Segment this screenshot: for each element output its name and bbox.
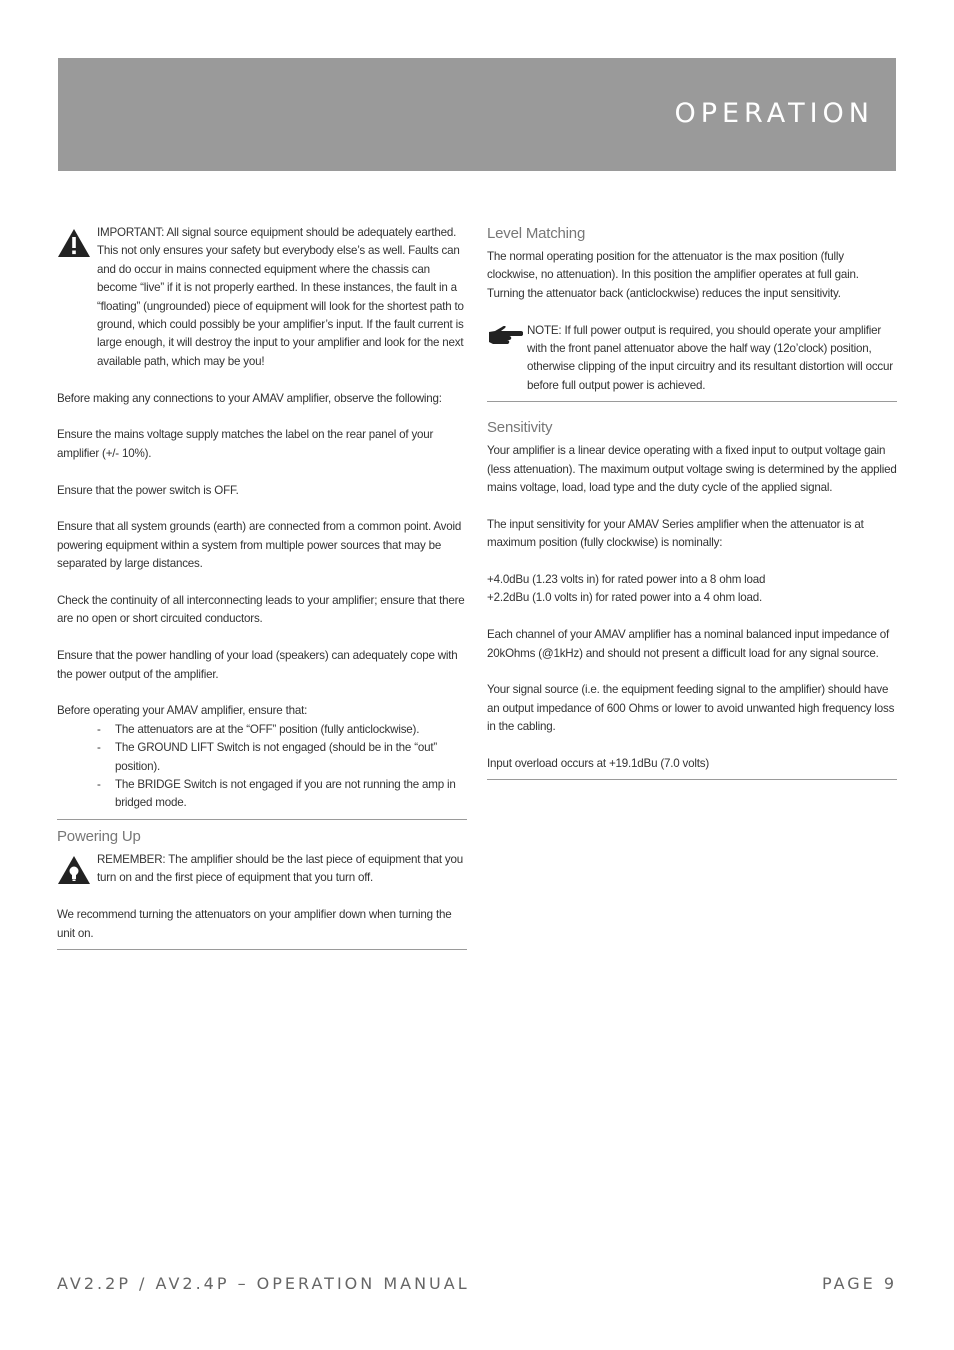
spec-line: +2.2dBu (1.0 volts in) for rated power into a 4 ohm load. <box>487 591 763 605</box>
list-item: - The attenuators are at the “OFF” position (fully anticlockwise). <box>97 721 467 739</box>
paragraph: Ensure that the power handling of your load (speakers) can adequately cope with the power output of the amplifier. <box>57 649 458 681</box>
before-operating: Before operating your AMAV amplifier, ensure that: <box>57 704 308 718</box>
divider <box>57 949 467 950</box>
pointing-hand-icon <box>487 326 523 352</box>
important-text: IMPORTANT: All signal source equipment should be adequately earthed. This not only ensures your safety but everybody else’s as well. Faults can and do occur in mains connected equipment where the chassis can become “live” if it is not properly earthed. In these instances, the fault in a “floating” (ungrounded) piece of equipment will look for the shortest path to ground, which could possibly be your amplifier’s input. If the fault current is large enough, it will destroy the input to your amplifier and look for the next available path, which may be you! <box>97 226 464 368</box>
remember-notice <box>57 851 467 888</box>
section-heading-sensitivity: Sensitivity <box>487 419 553 437</box>
footer-manual-title: AV2.2P / AV2.4P – OPERATION MANUAL <box>57 1274 470 1293</box>
paragraph: Check the continuity of all interconnecting leads to your amplifier; ensure that there are no open or short circuited conductors. <box>57 594 465 626</box>
list-item: - The GROUND LIFT Switch is not engaged (should be in the “out” position). <box>97 739 467 776</box>
divider <box>487 401 897 402</box>
footer-page-number: PAGE 9 <box>821 1274 897 1293</box>
paragraph: Ensure the mains voltage supply matches the label on the rear panel of your amplifier (+/- 10%). <box>57 428 434 460</box>
note-notice <box>487 322 897 396</box>
section-heading-level-matching: Level Matching <box>487 225 586 242</box>
left-column <box>57 224 467 957</box>
important-notice <box>57 224 467 371</box>
divider <box>57 819 467 820</box>
paragraph: Ensure that the power switch is OFF. <box>57 483 239 497</box>
lightbulb-icon <box>57 855 91 891</box>
divider <box>487 779 897 780</box>
warning-icon <box>57 228 91 264</box>
header-band <box>58 58 896 171</box>
section-heading-powering-up: Powering Up <box>57 827 141 845</box>
right-column <box>487 224 897 787</box>
paragraph: The input sensitivity for your AMAV Series amplifier when the attenuator is at maximum position (fully clockwise) is nominally: <box>487 517 864 550</box>
checklist <box>57 721 467 813</box>
paragraph: We recommend turning the attenuators on your amplifier down when turning the unit on. <box>57 908 452 940</box>
page-title: OPERATION <box>674 98 874 129</box>
paragraph: Your amplifier is a linear device operating with a fixed input to output voltage gain (less attenuation). The maximum output voltage swing is determined by the applied mains voltage, load, load type and the duty cycle of the applied signal. <box>487 444 897 495</box>
note-text: NOTE: If full power output is required, you should operate your amplifier with the front panel attenuator above the half way (12o’clock) position, otherwise clipping of the input circuitry and its resultant distortion will occur before full output power is achieved. <box>527 323 893 392</box>
remember-text: REMEMBER: The amplifier should be the last piece of equipment that you turn on and the first piece of equipment that you turn off. <box>97 852 464 885</box>
paragraph: Each channel of your AMAV amplifier has a nominal balanced input impedance of 20kOhms (@1kHz) and should not present a difficult load for any signal source. <box>487 628 890 660</box>
list-item: - The BRIDGE Switch is not engaged if you are not running the amp in bridged mode. <box>97 776 467 813</box>
paragraph: Input overload occurs at +19.1dBu (7.0 volts) <box>487 757 710 771</box>
paragraph: The normal operating position for the attenuator is the max position (fully clockwise, no attenuation). In this position the amplifier operates at full gain. Turning the attenuator back (anticlockwise) reduces the input sensitivity. <box>487 250 859 300</box>
paragraph: Ensure that all system grounds (earth) are connected from a common point. Avoid powering equipment within a system from multiple power sources that may be separated by large distances. <box>57 520 462 571</box>
paragraph: Your signal source (i.e. the equipment feeding signal to the amplifier) should have an output impedance of 600 Ohms or lower to avoid unwanted high frequency loss in the cabling. <box>487 683 895 734</box>
paragraph: Before making any connections to your AMAV amplifier, observe the following: <box>57 391 442 405</box>
spec-line: +4.0dBu (1.23 volts in) for rated power into a 8 ohm load <box>487 573 766 587</box>
